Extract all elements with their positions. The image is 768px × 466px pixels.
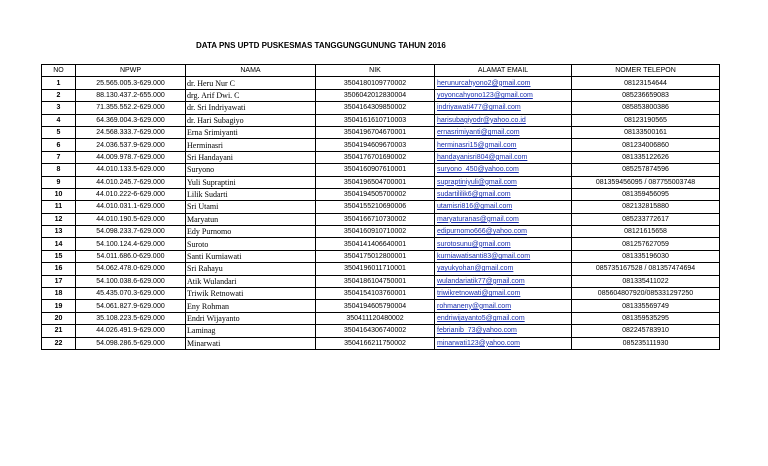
table-row xyxy=(42,188,720,200)
nik-cell: 3504196011710001 xyxy=(316,263,435,275)
email-cell xyxy=(435,312,572,324)
name-cell: Minarwati xyxy=(186,337,316,349)
nik-cell: 3504164309850002 xyxy=(316,102,435,114)
phone-cell: 081359456095 xyxy=(572,188,720,200)
email-link[interactable]: sudartililik6@gmail.com xyxy=(437,191,511,199)
row-number: 21 xyxy=(42,325,76,337)
pns-data-table xyxy=(41,64,720,350)
email-cell xyxy=(435,325,572,337)
phone-cell: 085853800386 xyxy=(572,102,720,114)
email-cell xyxy=(435,102,572,114)
table-row xyxy=(42,126,720,138)
name-cell: drg. Arif Dwi. C xyxy=(186,89,316,101)
phone-cell: 081335569749 xyxy=(572,300,720,312)
table-row xyxy=(42,288,720,300)
nik-cell: 3504154103760001 xyxy=(316,288,435,300)
email-link[interactable]: harisubagiyodr@yahoo.co.id xyxy=(437,116,526,124)
name-cell: Sri Rahayu xyxy=(186,263,316,275)
phone-cell: 081335196030 xyxy=(572,250,720,262)
email-link[interactable]: yayukyohan@gmail.com xyxy=(437,265,514,273)
phone-cell: 085735167528 / 081357474694 xyxy=(572,263,720,275)
npwp-cell: 54.100.124.4-629.000 xyxy=(76,238,186,250)
phone-cell: 085235111930 xyxy=(572,337,720,349)
npwp-cell: 64.369.004.3-629.000 xyxy=(76,114,186,126)
phone-cell: 081335122626 xyxy=(572,151,720,163)
email-cell xyxy=(435,213,572,225)
email-link[interactable]: ernasrimiyanti@gmail.com xyxy=(437,129,520,137)
header-no: NO xyxy=(42,65,76,77)
npwp-cell: 54.098.233.7-629.000 xyxy=(76,226,186,238)
npwp-cell: 35.108.223.5-629.000 xyxy=(76,312,186,324)
nik-cell: 3504176701690002 xyxy=(316,151,435,163)
row-number: 16 xyxy=(42,263,76,275)
table-row xyxy=(42,275,720,287)
row-number: 12 xyxy=(42,213,76,225)
npwp-cell: 24.036.537.9-629.000 xyxy=(76,139,186,151)
email-cell xyxy=(435,164,572,176)
row-number: 14 xyxy=(42,238,76,250)
npwp-cell: 44.010.245.7-629.000 xyxy=(76,176,186,188)
name-cell: Suroto xyxy=(186,238,316,250)
phone-cell: 08133500161 xyxy=(572,126,720,138)
email-link[interactable]: herminasri15@gmail.com xyxy=(437,141,517,149)
npwp-cell: 54.062.478.0-629.000 xyxy=(76,263,186,275)
email-link[interactable]: edipurnomo666@yahoo.com xyxy=(437,228,527,236)
email-cell xyxy=(435,263,572,275)
npwp-cell: 54.098.286.5-629.000 xyxy=(76,337,186,349)
nik-cell: 3504196504700001 xyxy=(316,176,435,188)
nik-cell: 3504175012800001 xyxy=(316,250,435,262)
row-number: 5 xyxy=(42,126,76,138)
header-nama: NAMA xyxy=(186,65,316,77)
name-cell: dr. Hari Subagiyo xyxy=(186,114,316,126)
email-cell xyxy=(435,201,572,213)
npwp-cell: 71.355.552.2-629.000 xyxy=(76,102,186,114)
table-body xyxy=(42,77,720,350)
phone-cell: 081257627059 xyxy=(572,238,720,250)
email-cell xyxy=(435,337,572,349)
name-cell: Santi Kurniawati xyxy=(186,250,316,262)
table-header-row xyxy=(42,65,720,77)
email-cell xyxy=(435,300,572,312)
email-link[interactable]: herunurcahyono2@gmail.com xyxy=(437,79,531,87)
nik-cell: 3504166710730002 xyxy=(316,213,435,225)
header-email: ALAMAT EMAIL xyxy=(435,65,572,77)
row-number: 1 xyxy=(42,77,76,89)
npwp-cell: 88.130.437.2-655.000 xyxy=(76,89,186,101)
npwp-cell: 44.010.222-6-629.000 xyxy=(76,188,186,200)
name-cell: Endri Wijayanto xyxy=(186,312,316,324)
email-link[interactable]: handayanisri804@gmail.com xyxy=(437,153,528,161)
name-cell: dr. Sri Indriyawati xyxy=(186,102,316,114)
nik-cell: 3504160910710002 xyxy=(316,226,435,238)
nik-cell: 3504180109770002 xyxy=(316,77,435,89)
npwp-cell: 54.011.686.0-629.000 xyxy=(76,250,186,262)
email-cell xyxy=(435,139,572,151)
nik-cell: 3504160907610001 xyxy=(316,164,435,176)
name-cell: dr. Heru Nur C xyxy=(186,77,316,89)
nik-cell: 3504194605790004 xyxy=(316,300,435,312)
table-row xyxy=(42,139,720,151)
document-title: DATA PNS UPTD PUSKESMAS TANGGUNGGUNUNG TAHUN 2016 xyxy=(196,41,446,50)
email-cell xyxy=(435,250,572,262)
row-number: 15 xyxy=(42,250,76,262)
email-cell xyxy=(435,226,572,238)
email-cell xyxy=(435,238,572,250)
row-number: 13 xyxy=(42,226,76,238)
row-number: 7 xyxy=(42,151,76,163)
name-cell: Lilik Sudarti xyxy=(186,188,316,200)
email-cell xyxy=(435,126,572,138)
npwp-cell: 54.100.038.6-629.000 xyxy=(76,275,186,287)
name-cell: Suryono xyxy=(186,164,316,176)
nik-cell: 350411120480002 xyxy=(316,312,435,324)
phone-cell: 085233772617 xyxy=(572,213,720,225)
phone-cell: 081335411022 xyxy=(572,275,720,287)
table-row xyxy=(42,102,720,114)
row-number: 4 xyxy=(42,114,76,126)
table-row xyxy=(42,77,720,89)
phone-cell: 085236659083 xyxy=(572,89,720,101)
email-link[interactable]: maryaturanas@gmail.com xyxy=(437,215,519,223)
email-link[interactable]: utamisri816@gmail.com xyxy=(437,203,513,211)
name-cell: Erna Srimiyanti xyxy=(186,126,316,138)
name-cell: Herminasri xyxy=(186,139,316,151)
nik-cell: 3506042012830004 xyxy=(316,89,435,101)
table-row xyxy=(42,176,720,188)
email-link[interactable]: wulandariatik77@gmail.com xyxy=(437,277,525,285)
phone-cell: 085257874596 xyxy=(572,164,720,176)
phone-cell: 081359535295 xyxy=(572,312,720,324)
email-link[interactable]: rohmaneny@gmail.com xyxy=(437,302,512,310)
phone-cell: 08121615658 xyxy=(572,226,720,238)
name-cell: Sri Handayani xyxy=(186,151,316,163)
row-number: 2 xyxy=(42,89,76,101)
email-cell xyxy=(435,89,572,101)
email-link[interactable]: triwikretnowati@gmail.com xyxy=(437,290,521,298)
table-row xyxy=(42,263,720,275)
phone-cell: 081359456095 / 087755003748 xyxy=(572,176,720,188)
phone-cell: 08123190565 xyxy=(572,114,720,126)
name-cell: Eny Rohman xyxy=(186,300,316,312)
name-cell: Maryatun xyxy=(186,213,316,225)
email-link[interactable]: yoyoncahyono123@gmail.com xyxy=(437,91,533,99)
name-cell: Atik Wulandari xyxy=(186,275,316,287)
email-link[interactable]: surotosunu@gmail.com xyxy=(437,240,511,248)
row-number: 3 xyxy=(42,102,76,114)
table-row xyxy=(42,250,720,262)
name-cell: Edy Purnomo xyxy=(186,226,316,238)
name-cell: Sri Utami xyxy=(186,201,316,213)
nik-cell: 3504196704670001 xyxy=(316,126,435,138)
header-nik: NIK xyxy=(316,65,435,77)
table-row xyxy=(42,201,720,213)
row-number: 9 xyxy=(42,176,76,188)
npwp-cell: 44.026.491.9-629.000 xyxy=(76,325,186,337)
email-link[interactable]: endriwijayanto5@gmail.com xyxy=(437,315,525,322)
email-link[interactable]: suryono_450@yahoo.com xyxy=(437,166,519,174)
row-number: 22 xyxy=(42,337,76,349)
row-number: 17 xyxy=(42,275,76,287)
table-row xyxy=(42,213,720,225)
npwp-cell: 44.010.190.5-629.000 xyxy=(76,213,186,225)
npwp-cell: 24.568.333.7-629.000 xyxy=(76,126,186,138)
nik-cell: 3504186104750001 xyxy=(316,275,435,287)
npwp-cell: 44.010.133.5-629.000 xyxy=(76,164,186,176)
nik-cell: 3504161610710003 xyxy=(316,114,435,126)
email-link[interactable]: indriyawati477@gmail.com xyxy=(437,104,521,112)
name-cell: Laminag xyxy=(186,325,316,337)
phone-cell: 081234006860 xyxy=(572,139,720,151)
table-row xyxy=(42,312,720,324)
phone-cell: 082132815880 xyxy=(572,201,720,213)
email-cell xyxy=(435,188,572,200)
email-cell xyxy=(435,114,572,126)
table-row xyxy=(42,337,720,349)
phone-cell: 082245783910 xyxy=(572,325,720,337)
nik-cell: 3504164306740002 xyxy=(316,325,435,337)
header-telepon: NOMER TELEPON xyxy=(572,65,720,77)
row-number: 18 xyxy=(42,288,76,300)
table-row xyxy=(42,151,720,163)
row-number: 11 xyxy=(42,201,76,213)
npwp-cell: 44.009.978.7-629.000 xyxy=(76,151,186,163)
phone-cell: 08123154644 xyxy=(572,77,720,89)
row-number: 20 xyxy=(42,312,76,324)
table-row xyxy=(42,89,720,101)
table-row xyxy=(42,300,720,312)
email-link[interactable]: kurniawatisanti83@gmail.com xyxy=(437,253,531,261)
npwp-cell: 45.435.070.3-629.000 xyxy=(76,288,186,300)
email-cell xyxy=(435,176,572,188)
phone-cell: 085604807920/085331297250 xyxy=(572,288,720,300)
name-cell: Yuli Supraptini xyxy=(186,176,316,188)
npwp-cell: 25.565.005.3-629.000 xyxy=(76,77,186,89)
npwp-cell: 44.010.031.1-629.000 xyxy=(76,201,186,213)
nik-cell: 3504194609670003 xyxy=(316,139,435,151)
nik-cell: 3504141406640001 xyxy=(316,238,435,250)
row-number: 6 xyxy=(42,139,76,151)
email-link[interactable]: febrianib_73@yahoo.com xyxy=(437,327,517,335)
row-number: 19 xyxy=(42,300,76,312)
header-npwp: NPWP xyxy=(76,65,186,77)
email-cell xyxy=(435,288,572,300)
table-row xyxy=(42,238,720,250)
email-cell xyxy=(435,275,572,287)
email-link[interactable]: supraptiniyuli@gmail.com xyxy=(437,178,517,186)
nik-cell: 3504155210690006 xyxy=(316,201,435,213)
table-row xyxy=(42,114,720,126)
nik-cell: 3504194505700002 xyxy=(316,188,435,200)
email-cell xyxy=(435,151,572,163)
table-row xyxy=(42,325,720,337)
email-link[interactable]: minarwati123@yahoo.com xyxy=(437,339,520,347)
nik-cell: 3504166211750002 xyxy=(316,337,435,349)
table-row xyxy=(42,164,720,176)
email-cell xyxy=(435,77,572,89)
row-number: 8 xyxy=(42,164,76,176)
npwp-cell: 54.061.827.9-629.000 xyxy=(76,300,186,312)
name-cell: Triwik Retnowati xyxy=(186,288,316,300)
row-number: 10 xyxy=(42,188,76,200)
table-row xyxy=(42,226,720,238)
